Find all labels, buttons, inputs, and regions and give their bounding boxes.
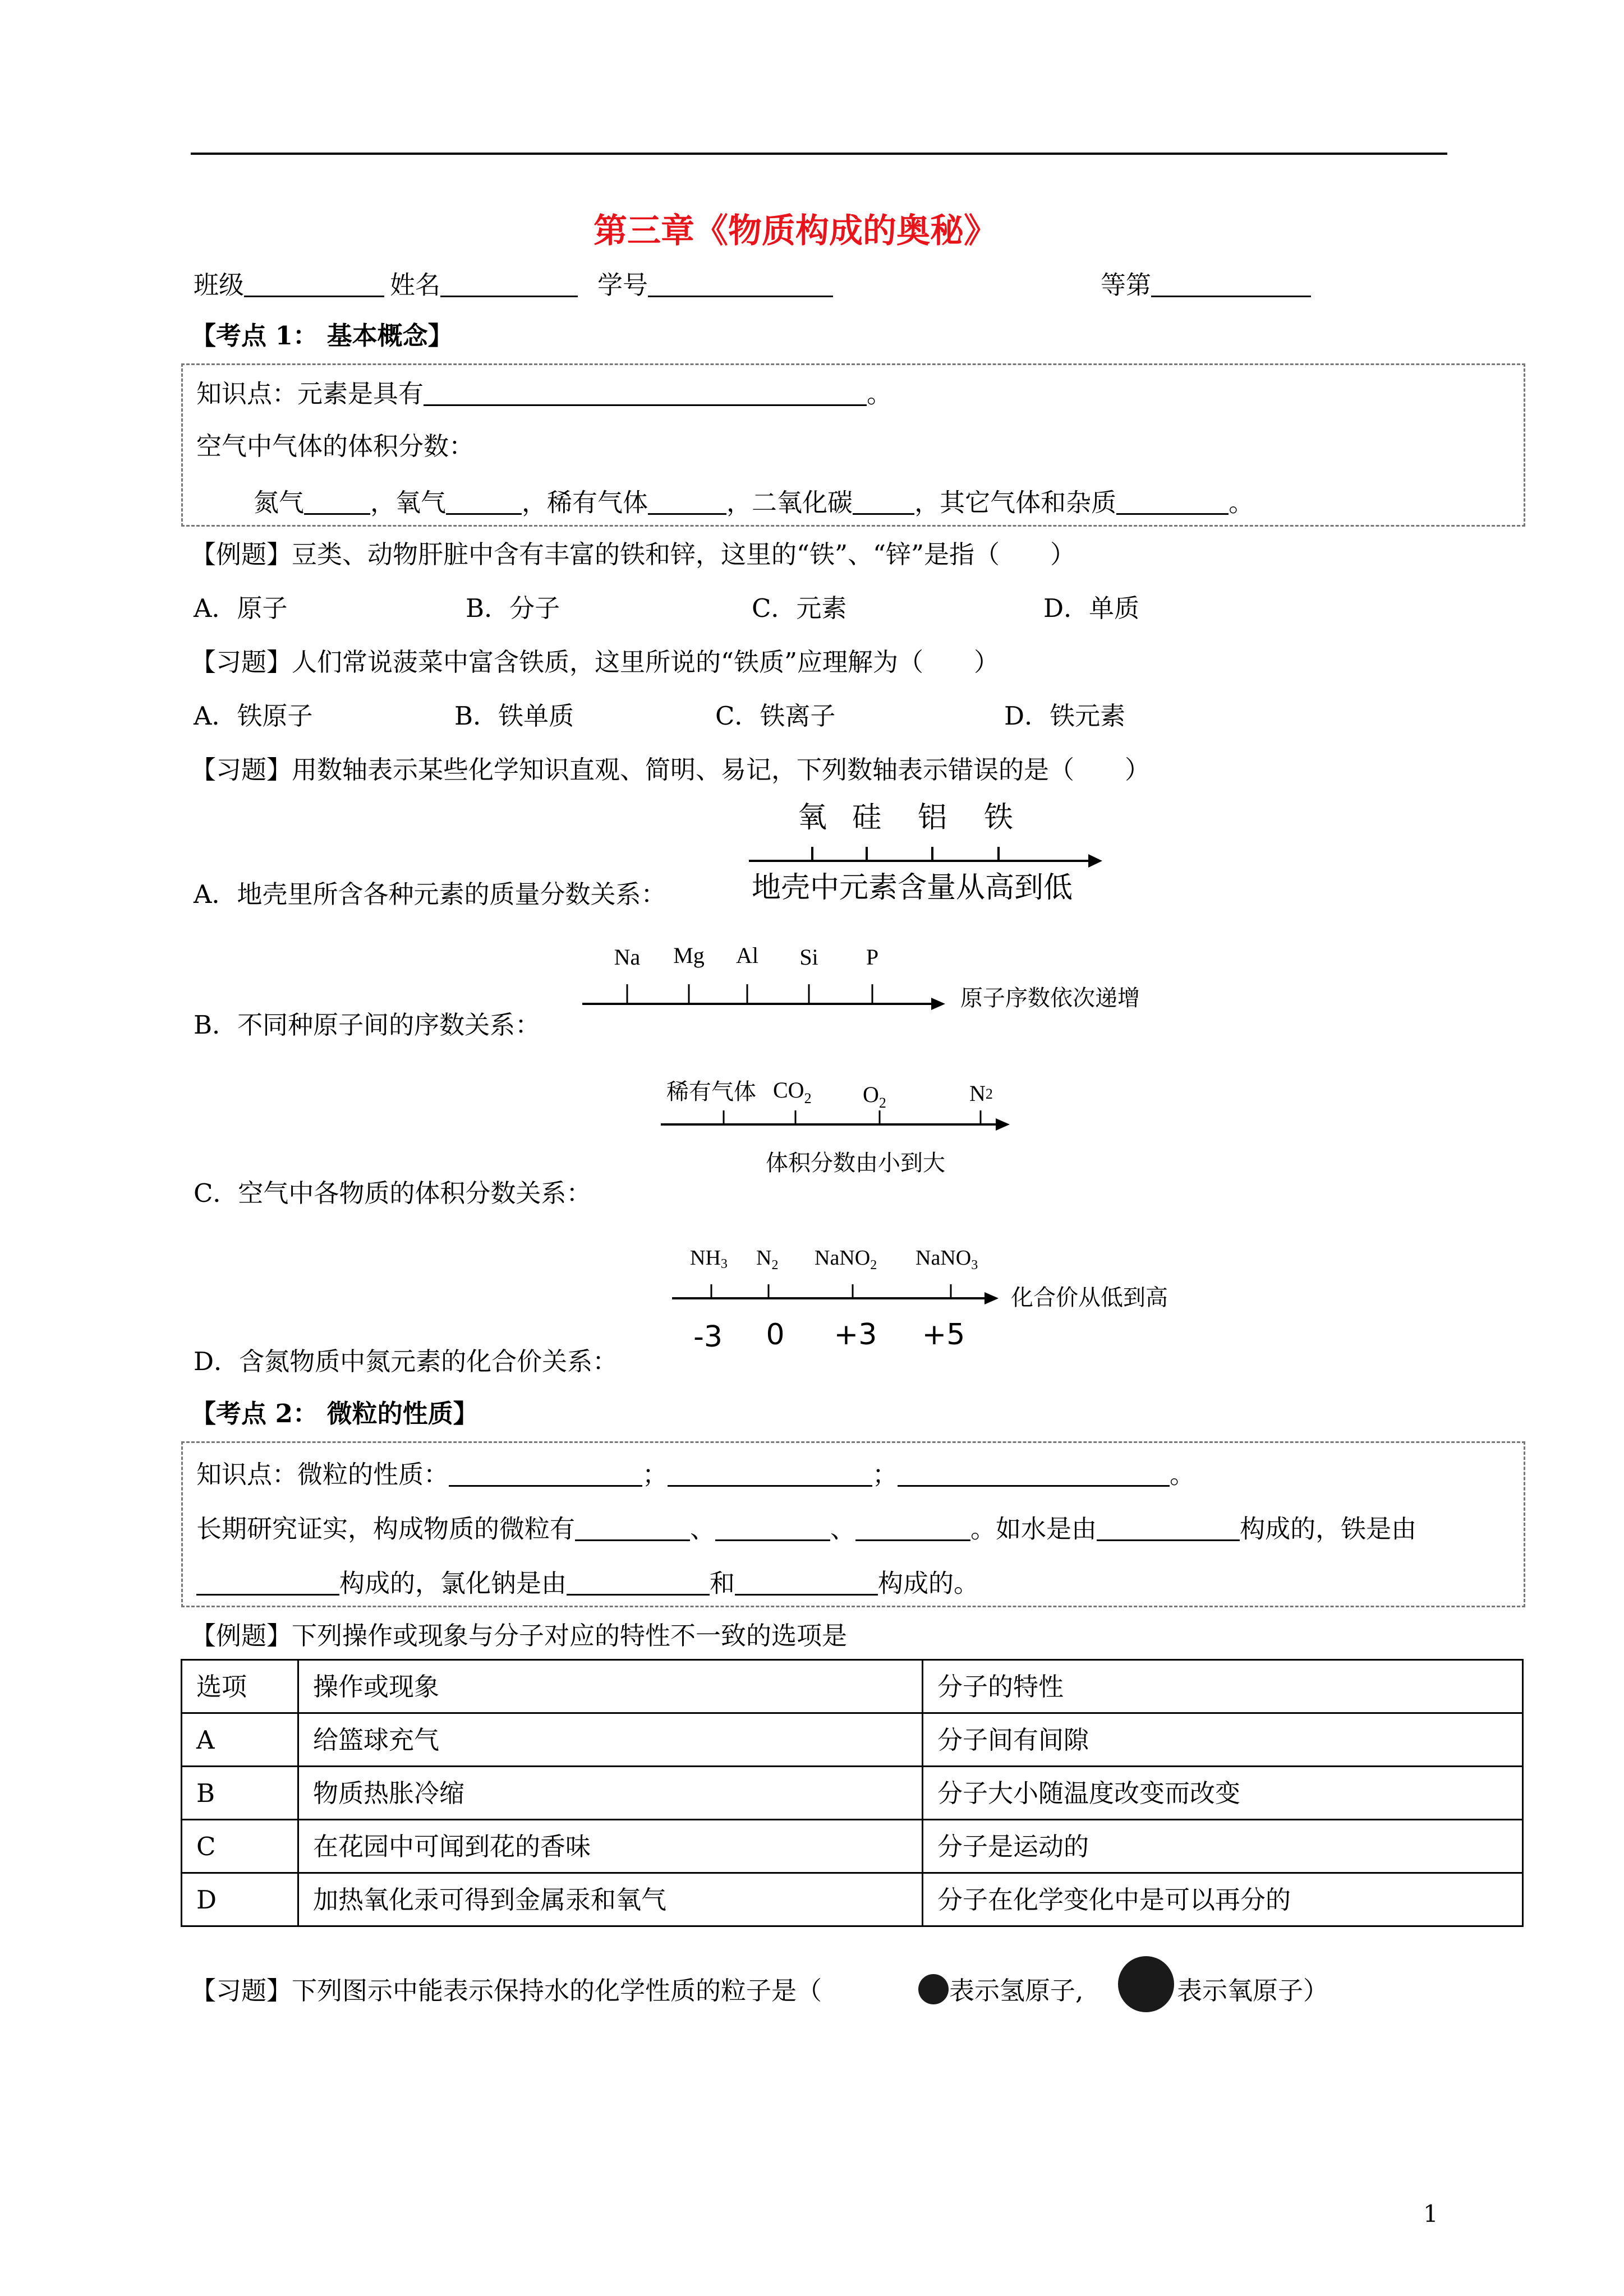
id-label: 学号 [597, 270, 648, 300]
id-field [597, 270, 833, 300]
table-row[interactable] [182, 1713, 1523, 1767]
page-number: 1 [1423, 2200, 1438, 2228]
axis-c-tick-label-2: $CO_2$ [773, 1077, 812, 1106]
name-label: 姓名 [390, 270, 441, 300]
axis-d-arrow [984, 1292, 999, 1304]
other-gas-blank[interactable] [1116, 488, 1229, 515]
axis-a-caption: 地壳中元素含量从高到低 [752, 871, 1073, 905]
particle-blank-3[interactable] [855, 1514, 970, 1541]
particle-examples-line: 构成的，氯化钠是由 和 构成的。 [196, 1569, 979, 1596]
property-blank-3[interactable] [898, 1460, 1170, 1487]
axis-b-tick-label-2: Mg [673, 943, 705, 968]
particle-blank-2[interactable] [715, 1514, 830, 1541]
hydrogen-atom-icon [918, 1974, 949, 2004]
header-option: 选项 [182, 1660, 298, 1713]
example1-question: 【例题】豆类、动物肝脏中含有丰富的铁和锌，这里的“铁”、“锌”是指（ ） [191, 540, 1076, 569]
hydrogen-label: 表示氢原子, [949, 1976, 1084, 2005]
properties-table [181, 1659, 1524, 1927]
axis-d-tick-label-3: NaNO$_2$ [815, 1246, 877, 1273]
option-c-text[interactable]: C．空气中各物质的体积分数关系： [194, 1178, 592, 1208]
axis-a-tick-label-4: 铁 [983, 801, 1014, 835]
axis-d-tick-label-2: $N_2$ [756, 1246, 779, 1273]
axis-b-tick-label-3: Al [736, 943, 758, 968]
axis-b-caption: 原子序数依次递增 [960, 985, 1140, 1011]
axis-a-tick-label-2: 硅 [852, 801, 882, 835]
page-title: 第三章《物质构成的奥秘》 [594, 211, 997, 251]
axis-d-caption: 化合价从低到高 [1011, 1285, 1168, 1311]
axis-c-arrow [996, 1118, 1010, 1131]
particle-properties: 知识点：微粒的性质： ； ； 。 [196, 1459, 1195, 1490]
table-row[interactable] [182, 1873, 1523, 1926]
row-a-property: 分子间有间隙 [923, 1713, 1523, 1767]
element-definition: 知识点：元素是具有 。 [196, 379, 892, 409]
row-c-option: C [182, 1820, 298, 1873]
nacl-particle-blank-2[interactable] [735, 1569, 878, 1596]
row-a-option: A [182, 1713, 298, 1767]
id-blank[interactable] [648, 270, 833, 297]
class-label: 班级 [194, 270, 245, 300]
grade-field [1101, 270, 1311, 300]
oxygen-label: 表示氧原子） [1177, 1976, 1329, 2005]
header-property: 分子的特性 [923, 1660, 1523, 1713]
option-a-text[interactable]: A．地壳里所含各种元素的质量分数关系： [194, 879, 666, 909]
row-d-property: 分子在化学变化中是可以再分的 [923, 1873, 1523, 1926]
particle-types-line: 长期研究证实，构成物质的微粒有 、 、 。如水是由 构成的，铁是由 [196, 1514, 1417, 1544]
property-blank-1[interactable] [449, 1460, 642, 1487]
row-d-phenomenon: 加热氧化汞可得到金属汞和氧气 [298, 1873, 923, 1926]
axis-b-tick-label-1: Na [614, 944, 641, 970]
example1-option-c[interactable]: C．元素 [752, 593, 847, 623]
axis-d-value-2: 0 [766, 1318, 785, 1352]
exercise3-prefix: 【习题】下列图示中能表示保持水的化学性质的粒子是（ [191, 1976, 822, 2005]
axis-d-tick-label-4: NaNO$_3$ [915, 1246, 978, 1273]
co2-blank[interactable] [853, 488, 914, 515]
axis-c-tick-label-4: N2 [969, 1081, 993, 1106]
iron-particle-blank[interactable] [196, 1569, 339, 1596]
number-line-c [645, 1068, 1038, 1192]
axis-a-tick-label-3: 铝 [917, 801, 947, 835]
top-rule [191, 153, 1447, 155]
section2-heading: 【考点 2： 微粒的性质】 [191, 1399, 479, 1428]
row-c-property: 分子是运动的 [923, 1820, 1523, 1873]
axis-d-value-3: +3 [834, 1318, 877, 1352]
exercise1-option-d[interactable]: D．铁元素 [1004, 701, 1126, 731]
exercise1-question: 【习题】人们常说菠菜中富含铁质，这里所说的“铁质”应理解为（ ） [191, 647, 1000, 677]
noble-gas-blank[interactable] [648, 488, 726, 515]
axis-d-value-1: -3 [693, 1320, 723, 1354]
nacl-particle-blank-1[interactable] [567, 1569, 710, 1596]
axis-a-arrow [1088, 854, 1102, 868]
axis-a-tick-label-1: 氧 [797, 801, 827, 835]
row-c-phenomenon: 在花园中可闻到花的香味 [298, 1820, 923, 1873]
axis-b-tick-label-4: Si [799, 944, 818, 970]
name-field [390, 270, 578, 300]
particle-blank-1[interactable] [575, 1514, 690, 1541]
property-blank-2[interactable] [668, 1460, 872, 1487]
row-b-phenomenon: 物质热胀冷缩 [298, 1767, 923, 1820]
exercise2-question: 【习题】用数轴表示某些化学知识直观、简明、易记，下列数轴表示错误的是（ ） [191, 755, 1151, 785]
water-particle-blank[interactable] [1097, 1514, 1240, 1541]
number-line-d [668, 1237, 1229, 1371]
example1-option-b[interactable]: B．分子 [466, 593, 560, 623]
table-header-row [182, 1660, 1523, 1713]
air-composition-label: 空气中气体的体积分数： [196, 431, 475, 461]
axis-c-tick-label-1: 稀有气体 [666, 1079, 756, 1105]
oxygen-blank[interactable] [446, 488, 522, 515]
axis-c-tick-label-3: $O_2$ [863, 1082, 886, 1111]
exercise1-option-c[interactable]: C．铁离子 [715, 701, 836, 731]
number-line-b [578, 939, 1195, 1023]
table-row[interactable] [182, 1820, 1523, 1873]
exercise1-option-b[interactable]: B．铁单质 [454, 701, 574, 731]
row-d-option: D [182, 1873, 298, 1926]
example1-option-a[interactable]: A．原子 [194, 593, 288, 623]
oxygen-atom-icon [1118, 1956, 1174, 2012]
option-b-text[interactable]: B．不同种原子间的序数关系： [194, 1010, 541, 1040]
number-line-a [729, 794, 1122, 920]
axis-b-arrow [931, 998, 945, 1010]
name-blank[interactable] [440, 270, 578, 297]
option-d-text[interactable]: D．含氮物质中氮元素的化合价关系： [194, 1347, 618, 1376]
axis-d-value-4: +5 [922, 1318, 965, 1352]
example1-option-d[interactable]: D．单质 [1043, 593, 1140, 623]
axis-c-caption: 体积分数由小到大 [766, 1150, 945, 1176]
row-b-option: B [182, 1767, 298, 1820]
class-blank[interactable] [244, 270, 384, 297]
example2-question: 【例题】下列操作或现象与分子对应的特性不一致的选项是 [191, 1621, 848, 1650]
grade-label: 等第 [1101, 270, 1152, 300]
row-b-property: 分子大小随温度改变而改变 [923, 1767, 1523, 1820]
nitrogen-blank[interactable] [304, 488, 370, 515]
grade-blank[interactable] [1151, 270, 1311, 297]
air-composition-line: 氮气 ，氧气 ，稀有气体 ，二氧化碳 ，其它气体和杂质 。 [254, 487, 1254, 518]
table-row[interactable] [182, 1767, 1523, 1820]
header-phenomenon: 操作或现象 [298, 1660, 923, 1713]
axis-d-tick-label-1: NH3 [690, 1246, 728, 1271]
axis-b-tick-label-5: P [866, 944, 879, 970]
exercise1-option-a[interactable]: A．铁原子 [194, 701, 313, 731]
element-definition-blank[interactable] [424, 379, 867, 406]
class-field [194, 270, 384, 300]
section1-heading: 【考点 1： 基本概念】 [191, 321, 453, 351]
row-a-phenomenon: 给篮球充气 [298, 1713, 923, 1767]
